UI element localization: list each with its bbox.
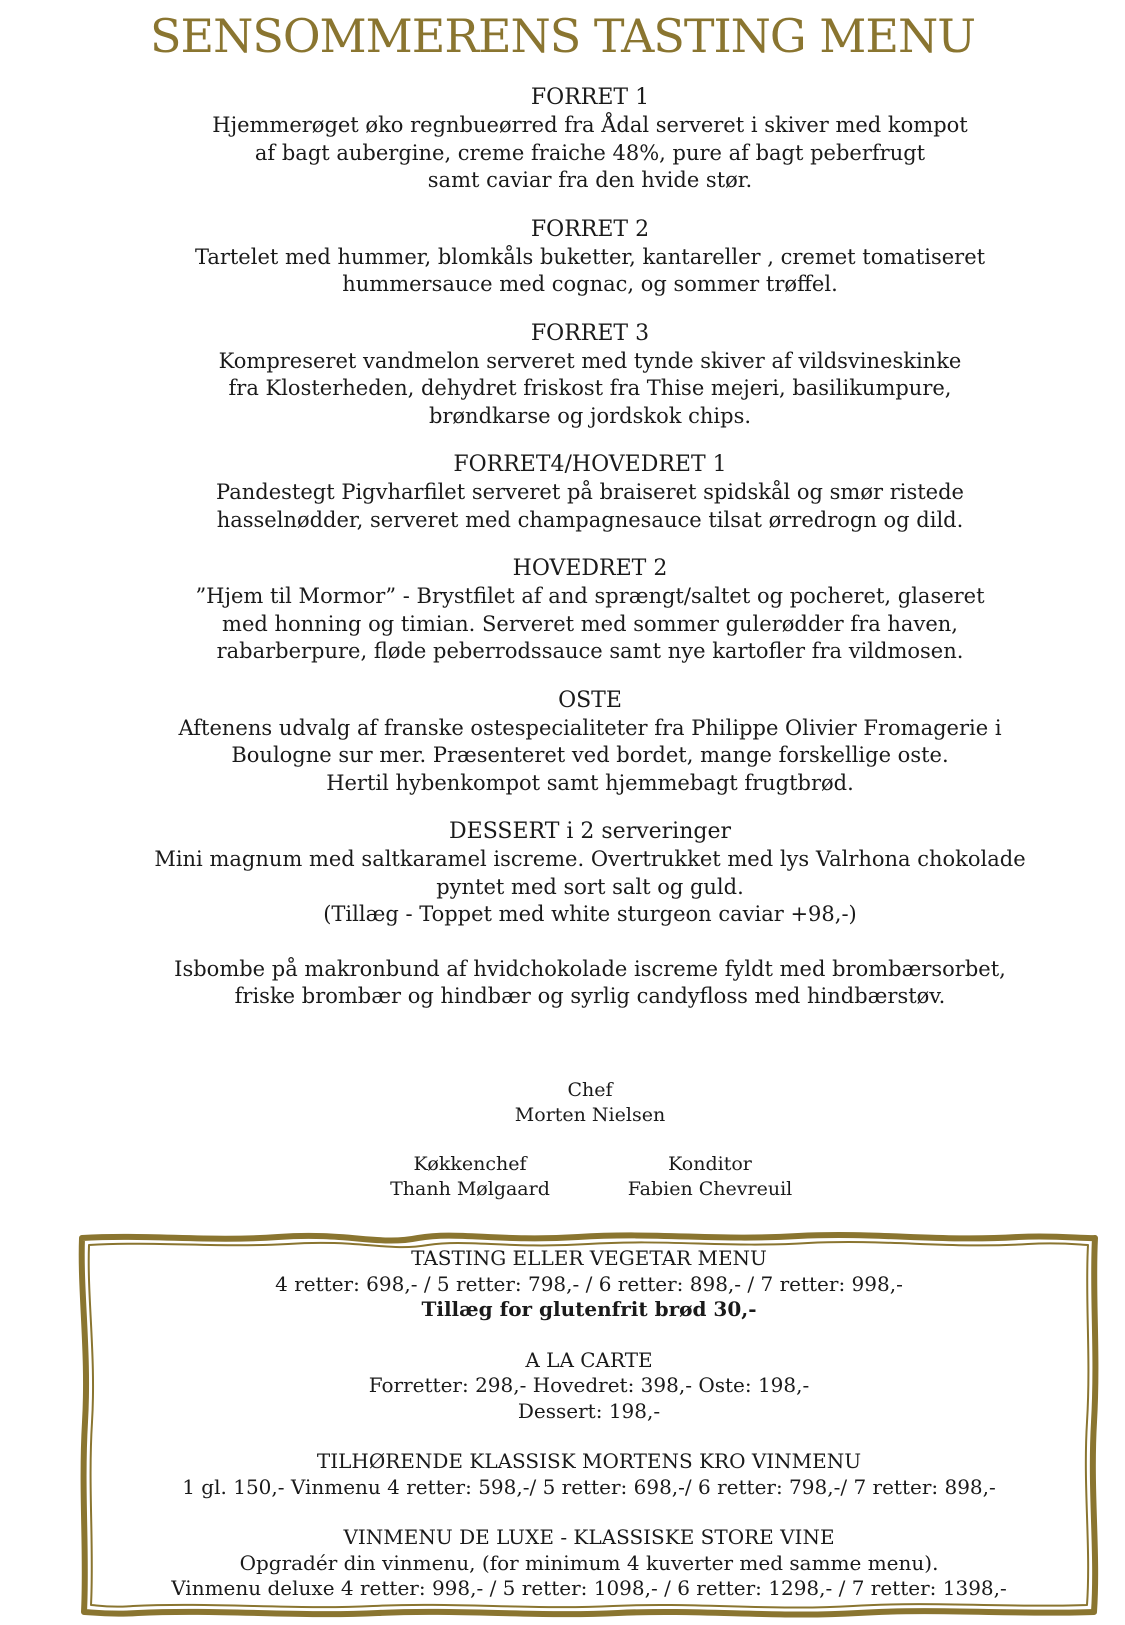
course-line: Tartelet med hummer, blomkåls buketter, kantareller , cremet tomatiseret xyxy=(194,244,986,269)
course-hovedret-2 xyxy=(0,555,1125,666)
chef-title: Chef xyxy=(567,1079,613,1101)
price-list xyxy=(78,1246,1100,1602)
deluxe-note: Opgradér din vinmenu, (for minimum 4 kuverter med samme menu). xyxy=(239,1550,939,1575)
staff-row xyxy=(0,1152,1125,1202)
course-line: Hertil hybenkompot samt hjemmebagt frugtbrød. xyxy=(326,770,854,795)
kokkenchef-name: Thanh Mølgaard xyxy=(390,1178,550,1200)
courses-list xyxy=(0,84,1125,1032)
konditor-name: Fabien Chevreuil xyxy=(627,1178,793,1200)
course-line: Kompreseret vandmelon serveret med tynde skiver af vildsvineskinke xyxy=(218,348,962,373)
kokkenchef-title: Køkkenchef xyxy=(413,1153,527,1175)
course-forret-1 xyxy=(0,84,1125,195)
course-line: Pandestegt Pigvharfilet serveret på braiseret spidskål og smør ristede xyxy=(216,480,964,504)
alacarte-block xyxy=(78,1348,1100,1425)
staff-credits xyxy=(0,1078,1125,1202)
wine-block xyxy=(78,1449,1100,1500)
alacarte-prices: Forretter: 298,- Hovedret: 398,- Oste: 198,- xyxy=(368,1373,810,1397)
course-line: hasselnødder, serveret med champagnesauce tilsat ørredrogn og dild. xyxy=(216,507,964,532)
course-line: ”Hjem til Mormor” - Brystfilet af and sprængt/saltet og pocheret, glaseret xyxy=(195,584,985,608)
wine-title: TILHØRENDE KLASSISK MORTENS KRO VINMENU xyxy=(316,1449,862,1473)
chef-name: Morten Nielsen xyxy=(514,1104,666,1126)
course-line: af bagt aubergine, creme fraiche 48%, pure af bagt peberfrugt xyxy=(254,140,926,165)
course-heading: OSTE xyxy=(558,687,622,713)
course-heading: FORRET 2 xyxy=(530,216,650,242)
deluxe-prices: Vinmenu deluxe 4 retter: 998,- / 5 retter: 1098,- / 6 retter: 1298,- / 7 retter: 1398,- xyxy=(171,1576,1007,1600)
course-line: Aftenens udvalg af franske ostespecialiteter fra Philippe Olivier Fromagerie i xyxy=(178,715,1002,740)
course-line: brøndkarse og jordskok chips. xyxy=(428,403,752,428)
course-line: med honning og timian. Serveret med sommer gulerødder fra haven, xyxy=(222,611,958,636)
course-line: samt caviar fra den hvide stør. xyxy=(427,168,753,192)
course-line: Mini magnum med saltkaramel iscreme. Overtrukket med lys Valrhona chokolade xyxy=(154,847,1026,871)
course-line: Isbombe på makronbund af hvidchokolade iscreme fyldt med brombærsorbet, xyxy=(174,956,1006,981)
gluten-note: Tillæg for glutenfrit brød 30,- xyxy=(421,1297,757,1321)
course-heading: HOVEDRET 2 xyxy=(512,556,668,581)
tasting-title: TASTING ELLER VEGETAR MENU xyxy=(411,1246,767,1270)
course-forret-4-hovedret-1 xyxy=(0,451,1125,534)
course-line: (Tillæg - Toppet med white sturgeon caviar +98,-) xyxy=(323,902,857,926)
konditor-title: Konditor xyxy=(668,1153,752,1175)
kokkenchef-credit xyxy=(380,1152,560,1202)
course-oste xyxy=(0,687,1125,798)
alacarte-title: A LA CARTE xyxy=(525,1347,653,1372)
course-line: Boulogne sur mer. Præsenteret ved bordet, mange forskellige oste. xyxy=(231,743,949,767)
deluxe-title: VINMENU DE LUXE - KLASSISKE STORE VINE xyxy=(343,1525,835,1549)
wine-prices: 1 gl. 150,- Vinmenu 4 retter: 598,-/ 5 retter: 698,-/ 6 retter: 798,-/ 7 retter: 898,- xyxy=(182,1474,996,1499)
course-heading: FORRET 3 xyxy=(530,320,650,346)
course-line: friske brombær og hindbær og syrlig candyfloss med hindbærstøv. xyxy=(234,984,946,1008)
course-line: fra Klosterheden, dehydret friskost fra Thise mejeri, basilikumpure, xyxy=(228,376,952,400)
course-line: hummersauce med cognac, og sommer trøffel. xyxy=(342,272,838,296)
course-heading: DESSERT i 2 serveringer xyxy=(449,819,731,844)
course-heading: FORRET4/HOVEDRET 1 xyxy=(453,452,727,477)
course-line: pyntet med sort salt og guld. xyxy=(436,874,744,899)
course-dessert xyxy=(0,818,1125,1011)
deluxe-block xyxy=(78,1525,1100,1602)
menu-title: SENSOMMERENS TASTING MENU xyxy=(149,9,975,63)
alacarte-dessert: Dessert: 198,- xyxy=(517,1398,661,1423)
tasting-prices: 4 retter: 698,- / 5 retter: 798,- / 6 retter: 898,- / 7 retter: 998,- xyxy=(275,1271,903,1296)
course-forret-3 xyxy=(0,320,1125,431)
price-box xyxy=(78,1232,1100,1618)
course-line: rabarberpure, fløde peberrodssauce samt nye kartofler fra vildmosen. xyxy=(216,639,964,663)
tasting-prices-block xyxy=(78,1246,1100,1323)
course-forret-2 xyxy=(0,216,1125,299)
course-line: Hjemmerøget øko regnbueørred fra Ådal serveret i skiver med kompot xyxy=(212,113,968,137)
konditor-credit xyxy=(620,1152,800,1202)
course-heading: FORRET 1 xyxy=(530,85,650,110)
